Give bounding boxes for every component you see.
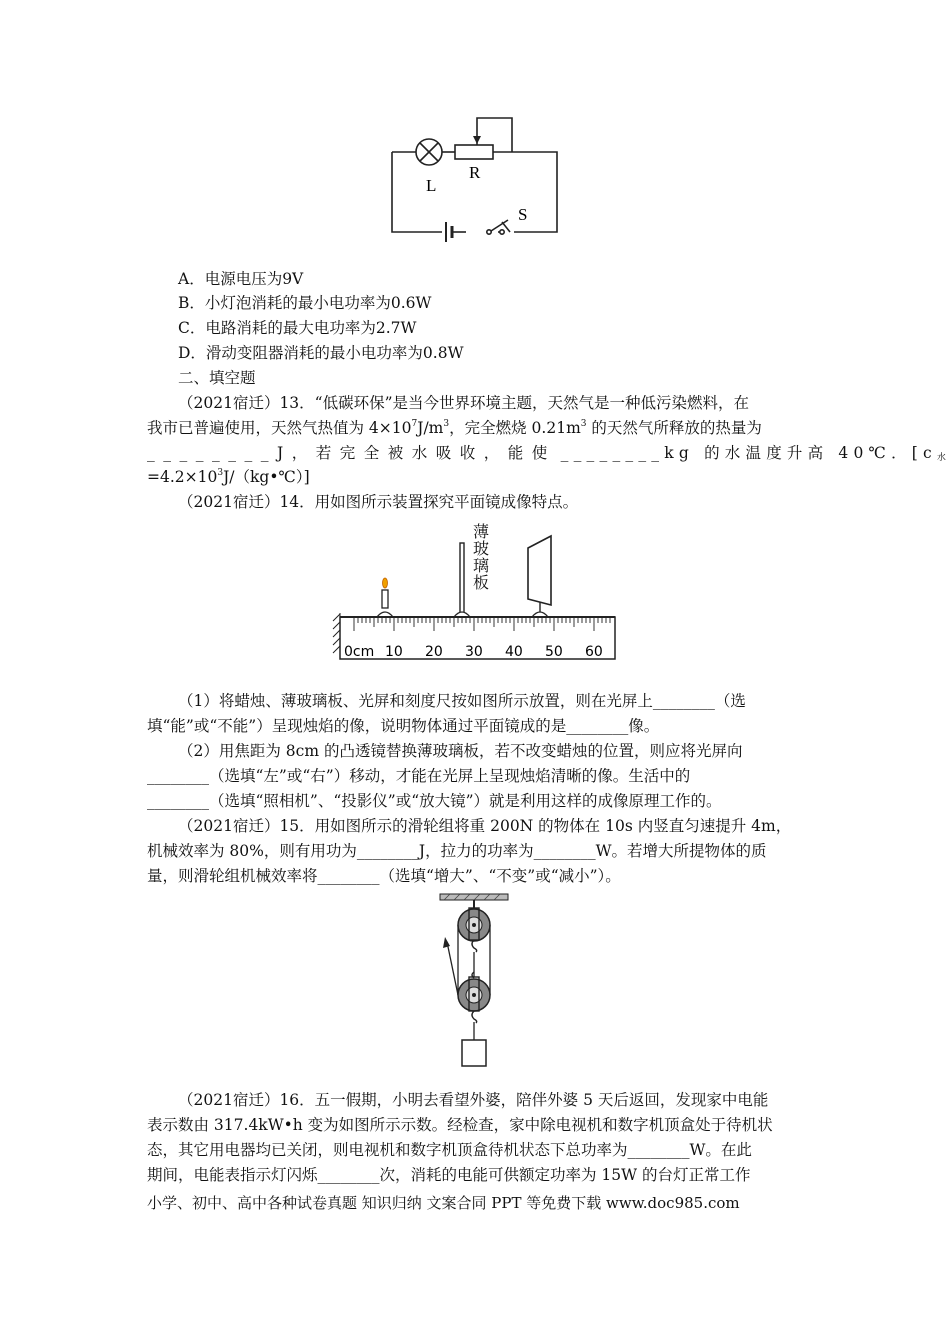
q13-line4 [147, 467, 310, 487]
q13-text-c: ，完全燃烧 0.21m [449, 419, 581, 437]
fixed-pulley-icon [458, 908, 490, 941]
q13-line4b: J/（kg•℃）] [223, 468, 310, 486]
q13-exp2: 3 [443, 419, 450, 429]
ruler-label: 40 [505, 644, 523, 660]
q13-text-d: 的天然气所释放的热量为 [586, 419, 762, 437]
option-b: B．小灯泡消耗的最小电功率为0.6W [178, 294, 432, 312]
q14-part1-line1: （1）将蜡烛、薄玻璃板、光屏和刻度尺按如图所示放置，则在光屏上________（选 [178, 692, 746, 710]
q13-line4-exp: 3 [217, 468, 224, 478]
q15-line3: 量，则滑轮组机械效率将________（选填“增大”、“不变”或“减小”）。 [147, 867, 621, 885]
ruler-label: 20 [425, 644, 443, 660]
option-c: C．电路消耗的最大电功率为2.7W [178, 319, 417, 337]
q15-line1: （2021宿迁）15．用如图所示的滑轮组将重 200N 的物体在 10s 内竖直匀速提升 4m， [178, 817, 792, 835]
option-a: A．电源电压为9V [178, 270, 304, 288]
ruler-label: 50 [545, 644, 563, 660]
switch-label: S [518, 205, 528, 224]
q14-intro: （2021宿迁）14．用如图所示装置探究平面镜成像特点。 [178, 493, 579, 511]
circuit-diagram [380, 108, 570, 244]
q14-part2-line1: （2）用焦距为 8cm 的凸透镜替换薄玻璃板，若不改变蜡烛的位置，则应将光屏向 [178, 742, 743, 760]
section-title: 二、填空题 [178, 369, 256, 387]
q13-water-sub: 水 [936, 453, 946, 463]
optical-bench-figure [330, 513, 620, 663]
lamp-label: L [426, 176, 437, 195]
q16-line4: 期间，电能表指示灯闪烁________次，消耗的电能可供额定功率为 15W 的台灯正常工作 [147, 1166, 751, 1184]
q13-exp1: 7 [411, 419, 418, 429]
q14-part2-line2: ________（选填“左”或“右”）移动，才能在光屏上呈现烛焰清晰的像。生活中的 [147, 767, 691, 785]
q13-line3a: ________J，若完全被水吸收，能使 [147, 444, 556, 462]
load-block [462, 1040, 486, 1066]
option-d: D．滑动变阻器消耗的最小电功率为0.8W [178, 344, 464, 362]
q14-part2-line3: ________（选填“照相机”、“投影仪”或“放大镜”）就是利用这样的成像原理工作的。 [147, 792, 722, 810]
q14-part1-line2: 填“能”或“不能”）呈现烛焰的像，说明物体通过平面镜成的是________像。 [147, 717, 660, 735]
q13-line3 [147, 443, 946, 463]
ruler-label: 60 [585, 644, 603, 660]
q15-line2: 机械效率为 80%，则有用功为________J，拉力的功率为________W。若增大所提物体的质 [147, 842, 767, 860]
pulley-figure [438, 892, 518, 1072]
page-footer: 小学、初中、高中各种试卷真题 知识归纳 文案合同 PPT 等免费下载 www.doc985.com [147, 1194, 740, 1212]
q13-text-a: 我市已普遍使用，天然气热值为 4×10 [147, 419, 412, 437]
q13-line4a: =4.2×10 [147, 468, 218, 486]
movable-pulley-icon [458, 977, 490, 1011]
q16-line2: 表示数由 317.4kW•h 变为如图所示示数。经检查，家中除电视机和数字机顶盒处于待机状 [147, 1116, 773, 1134]
q13-line1: （2021宿迁）13．“低碳环保”是当今世界环境主题，天然气是一种低污染燃料，在 [178, 394, 750, 412]
q13-exp3: 3 [580, 419, 587, 429]
glass-plate-label: 薄玻璃板 [470, 523, 490, 591]
q13-line2 [147, 418, 762, 438]
q13-text-b: J/m [417, 419, 444, 437]
ruler-label: 30 [465, 644, 483, 660]
ruler-label: 10 [385, 644, 403, 660]
q16-line1: （2021宿迁）16．五一假期，小明去看望外婆，陪伴外婆 5 天后返回，发现家中电能 [178, 1091, 769, 1109]
candle-icon [382, 578, 388, 608]
q13-line3b: ________kg 的水温度升高 40℃．[c [560, 444, 937, 462]
ruler-label: 0cm [344, 644, 375, 660]
q16-line3: 态，其它用电器均已关闭，则电视机和数字机顶盒待机状态下总功率为________W。在此 [147, 1141, 752, 1159]
resistor-label: R [469, 163, 481, 182]
lamp-icon [416, 139, 442, 165]
